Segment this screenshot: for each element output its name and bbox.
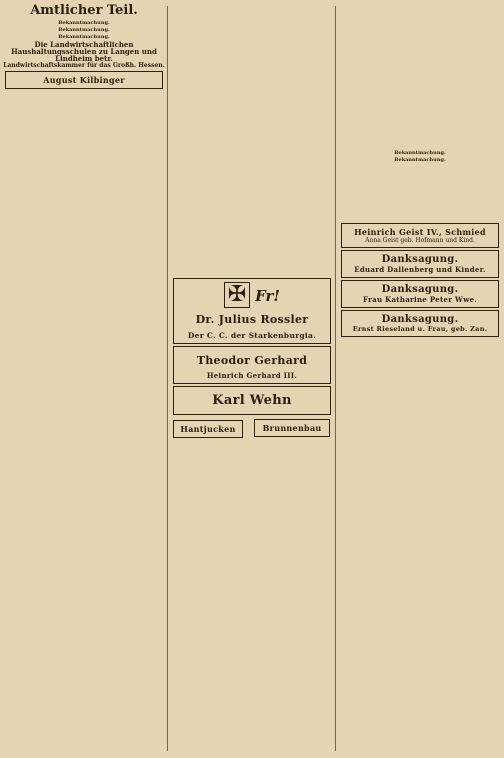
obituary-signature: Heinrich Gerhard III.: [206, 371, 298, 380]
obituary-name: Heinrich Geist IV., Schmied: [354, 227, 486, 237]
notice-title: Danksagung.: [381, 314, 459, 325]
notice-signature: Frau Katharine Peter Wwe.: [362, 295, 478, 304]
obituary-julius-rossler: [173, 278, 331, 344]
notice-title: Bekanntmachung.: [58, 26, 110, 33]
ad-title: Brunnenbau: [262, 423, 322, 433]
column-divider: [167, 6, 168, 751]
thanks-notice-1: [341, 250, 499, 278]
column-left: [2, 0, 166, 758]
advertisement-brunnenbau: [254, 419, 330, 437]
obituary-name: Theodor Gerhard: [196, 354, 308, 367]
notice-title: Die Landwirtschaftlichen Haushaltungsschulen zu Langen und Lindheim betr.: [11, 39, 157, 64]
notice-title: Bekanntmachung.: [58, 19, 110, 26]
obituary-karl-wehn: [173, 386, 331, 415]
iron-cross-icon: ✠: [224, 282, 250, 308]
obituary-sender: Der C. C. der Starkenburgia.: [187, 331, 317, 340]
notice-title: Danksagung.: [381, 284, 459, 295]
notice-title: Landwirtschaftskammer für das Großh. Hessen.: [3, 61, 165, 69]
column-right: [338, 0, 502, 758]
thanks-notice-2: [341, 280, 499, 308]
section-header: Amtlicher Teil.: [30, 3, 138, 18]
column-divider: [335, 6, 336, 751]
obituary-signature: Anna Geist geb. Hofmann und Kind.: [365, 237, 475, 244]
notice-title: Bekanntmachung.: [58, 33, 110, 40]
obituary-name: Karl Wehn: [212, 393, 292, 408]
obituary-theodor-gerhard: [173, 346, 331, 384]
notice-signature: Eduard Dallenberg und Kinder.: [354, 265, 486, 274]
column-middle: [170, 0, 334, 758]
notice-title: Fr!: [255, 287, 280, 305]
notice-signature: Ernst Rieseland u. Frau, geb. Zan.: [352, 325, 488, 333]
thanks-notice-3: [341, 310, 499, 337]
notice-title: Bekanntmachung.: [394, 157, 446, 163]
notice-title: Bekanntmachung.: [394, 150, 446, 156]
ad-title: Hantjucken: [180, 424, 236, 434]
notice-title: Danksagung.: [381, 254, 459, 265]
advertisement-hantjucken: [173, 420, 243, 438]
obituary-name: Dr. Julius Rossler: [195, 313, 309, 326]
obituary-heinrich-geist: [341, 223, 499, 248]
advertisement: August Kilbinger: [5, 71, 163, 89]
